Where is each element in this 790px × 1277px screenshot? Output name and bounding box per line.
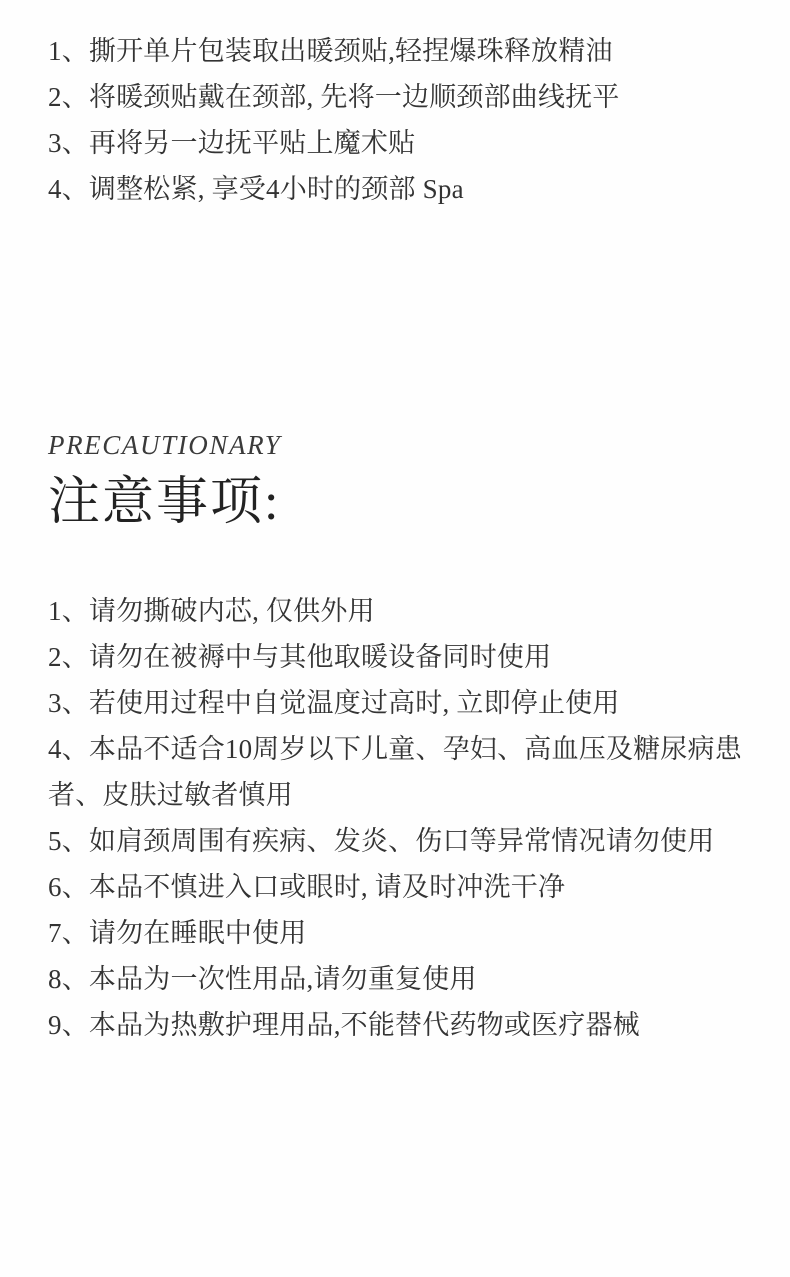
usage-step: 4、调整松紧, 享受4小时的颈部 Spa — [48, 174, 464, 204]
usage-step: 1、撕开单片包装取出暖颈贴,轻捏爆珠释放精油 — [48, 36, 613, 66]
precaution-item: 6、本品不慎进入口或眼时, 请及时冲洗干净 — [48, 872, 566, 902]
precaution-item: 9、本品为热敷护理用品,不能替代药物或医疗器械 — [48, 1010, 640, 1040]
precaution-heading-group — [48, 428, 748, 538]
precaution-heading-chinese: 注意事项: — [48, 474, 281, 531]
precaution-item: 5、如肩颈周围有疾病、发炎、伤口等异常情况请勿使用 — [48, 826, 715, 856]
precaution-item: 4、本品不适合10周岁以下儿童、孕妇、高血压及糖尿病患者、皮肤过敏者慎用 — [48, 734, 742, 810]
precaution-item: 8、本品为一次性用品,请勿重复使用 — [48, 964, 477, 994]
precaution-item: 3、若使用过程中自觉温度过高时, 立即停止使用 — [48, 688, 620, 718]
precaution-item: 1、请勿撕破内芯, 仅供外用 — [48, 596, 375, 626]
precaution-list — [48, 588, 748, 1048]
usage-instructions-block — [48, 28, 748, 212]
precaution-item: 7、请勿在睡眠中使用 — [48, 918, 307, 948]
usage-step: 3、再将另一边抚平贴上魔术贴 — [48, 128, 416, 158]
precaution-heading-english: PRECAUTIONARY — [48, 430, 282, 460]
precaution-item: 2、请勿在被褥中与其他取暖设备同时使用 — [48, 642, 552, 672]
usage-step: 2、将暖颈贴戴在颈部, 先将一边顺颈部曲线抚平 — [48, 82, 620, 112]
